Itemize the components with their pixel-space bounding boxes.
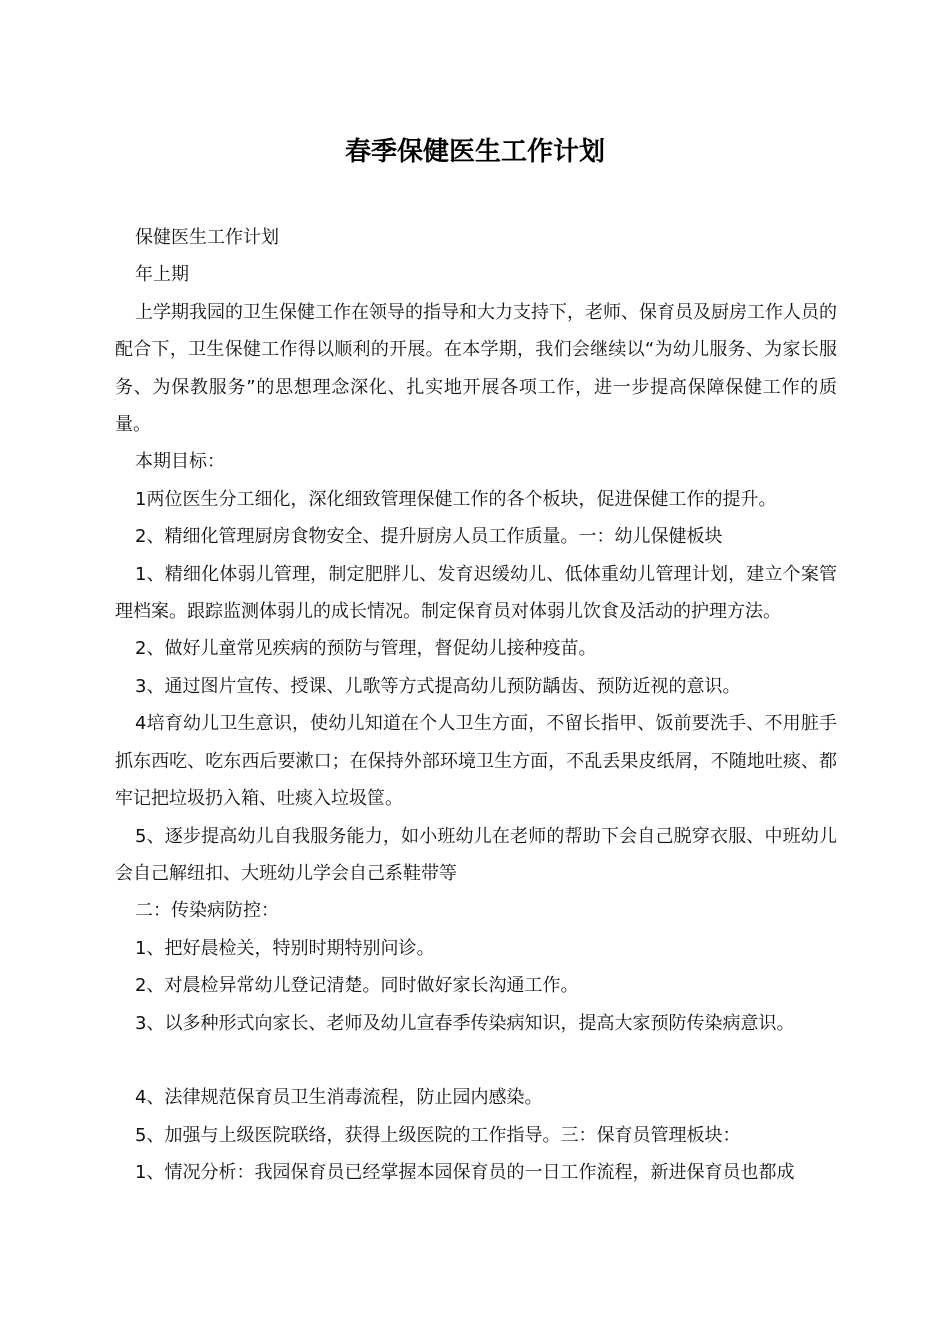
paragraph: 年上期 xyxy=(135,264,189,286)
paragraph: 2、对晨检异常幼儿登记清楚。同时做好家长沟通工作。 xyxy=(135,975,579,997)
paragraph: 上学期我园的卫生保健工作在领导的指导和大力支持下，老师、保育员及厨房工作人员的配合下，卫生保健工作得以顺利的开展。在本学期，我们会继续以“为幼儿服务、为家长服务、为保教服务”的思想理念深化、扎实地开展各项工作，进一步提高保障保健工作的质量。 xyxy=(115,301,837,436)
paragraph: 5、加强与上级医院联络，获得上级医院的工作指导。三：保育员管理板块： xyxy=(135,1124,741,1146)
paragraph: 2、做好儿童常见疾病的预防与管理，督促幼儿接种疫苗。 xyxy=(135,638,597,660)
paragraph: 4、法律规范保育员卫生消毒流程，防止园内感染。 xyxy=(135,1087,543,1109)
paragraph: 5、逐步提高幼儿自我服务能力，如小班幼儿在老师的帮助下会自己脱穿衣服、中班幼儿会自己解纽扣、大班幼儿学会自己系鞋带等 xyxy=(115,825,837,884)
paragraph: 4培育幼儿卫生意识，使幼儿知道在个人卫生方面，不留长指甲、饭前要洗手、不用脏手抓东西吃、吃东西后要漱口；在保持外部环境卫生方面，不乱丢果皮纸屑，不随地吐痰、都牢记把垃圾扔入箱、吐痰入垃圾筐。 xyxy=(115,713,837,810)
paragraph: 2、精细化管理厨房食物安全、提升厨房人员工作质量。一：幼儿保健板块 xyxy=(135,526,723,548)
paragraph: 本期目标： xyxy=(135,451,225,473)
paragraph: 3、以多种形式向家长、老师及幼儿宣春季传染病知识，提高大家预防传染病意识。 xyxy=(135,1012,795,1034)
document-body xyxy=(115,219,837,1192)
paragraph: 1、情况分析：我园保育员已经掌握本园保育员的一日工作流程，新进保育员也都成 xyxy=(135,1162,795,1184)
paragraph: 1两位医生分工细化，深化细致管理保健工作的各个板块，促进保健工作的提升。 xyxy=(135,488,777,510)
paragraph: 1、精细化体弱儿管理，制定肥胖儿、发育迟缓幼儿、低体重幼儿管理计划，建立个案管理档案。跟踪监测体弱儿的成长情况。制定保育员对体弱儿饮食及活动的护理方法。 xyxy=(115,563,837,623)
document-title: 春季保健医生工作计划 xyxy=(344,137,605,167)
paragraph: 保健医生工作计划 xyxy=(135,227,279,248)
paragraph: 3、通过图片宣传、授课、儿歌等方式提高幼儿预防龋齿、预防近视的意识。 xyxy=(135,675,741,697)
paragraph: 1、把好晨检关，特别时期特别问诊。 xyxy=(135,937,435,959)
paragraph: 二：传染病防控： xyxy=(135,900,279,922)
